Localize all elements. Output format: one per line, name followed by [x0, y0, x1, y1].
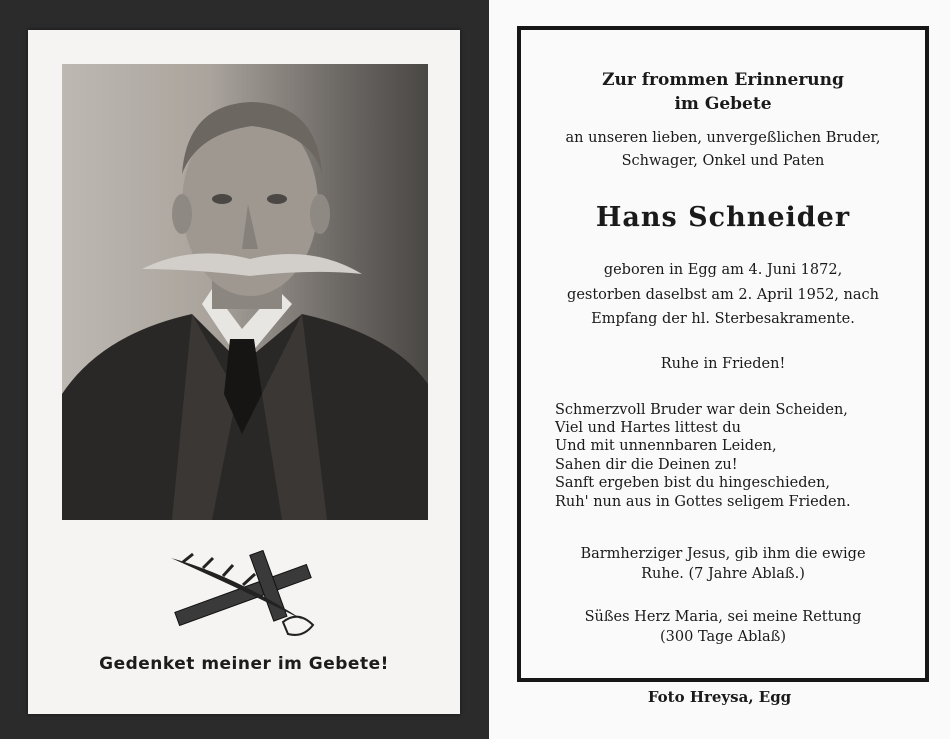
sacraments-line: Empfang der hl. Sterbesakramente.: [591, 311, 855, 327]
deceased-name: Hans Schneider: [595, 202, 851, 233]
cross-and-palm-emblem: [163, 550, 323, 640]
poem-line: Sahen dir die Deinen zu!: [555, 457, 738, 473]
memorial-card-front: [28, 30, 460, 714]
prayer-1-line-1: Barmherziger Jesus, gib ihm die ewige: [580, 546, 866, 562]
death-line: gestorben daselbst am 2. April 1952, nach: [567, 287, 879, 303]
portrait-photo: [62, 64, 428, 520]
rest-in-peace: Ruhe in Frieden!: [660, 356, 786, 372]
prayer-2-line-2: (300 Tage Ablaß): [660, 629, 786, 645]
poem-line: Schmerzvoll Bruder war dein Scheiden,: [555, 402, 848, 418]
poem-line: Viel und Hartes littest du: [555, 420, 741, 436]
poem-line: Ruh' nun aus in Gottes seligem Frieden.: [555, 494, 851, 510]
intro-line-1: an unseren lieben, unvergeßlichen Bruder,: [565, 130, 881, 146]
birth-line: geboren in Egg am 4. Juni 1872,: [603, 262, 843, 278]
text-frame: [517, 26, 929, 682]
caption-remember-me: Gedenket meiner im Gebete!: [99, 654, 389, 674]
prayer-1-line-2: Ruhe. (7 Jahre Ablaß.): [641, 566, 805, 582]
prayer-2-line-1: Süßes Herz Maria, sei meine Rettung: [584, 609, 862, 625]
intro-line-2: Schwager, Onkel und Paten: [621, 153, 825, 169]
poem-line: Sanft ergeben bist du hingeschieden,: [555, 475, 831, 491]
heading-line-2: im Gebete: [674, 94, 772, 114]
memorial-card-back: [489, 0, 950, 739]
heading-line-1: Zur frommen Erinnerung: [602, 70, 844, 90]
photo-credit: Foto Hreysa, Egg: [647, 688, 792, 706]
poem-line: Und mit unnennbaren Leiden,: [555, 438, 777, 454]
